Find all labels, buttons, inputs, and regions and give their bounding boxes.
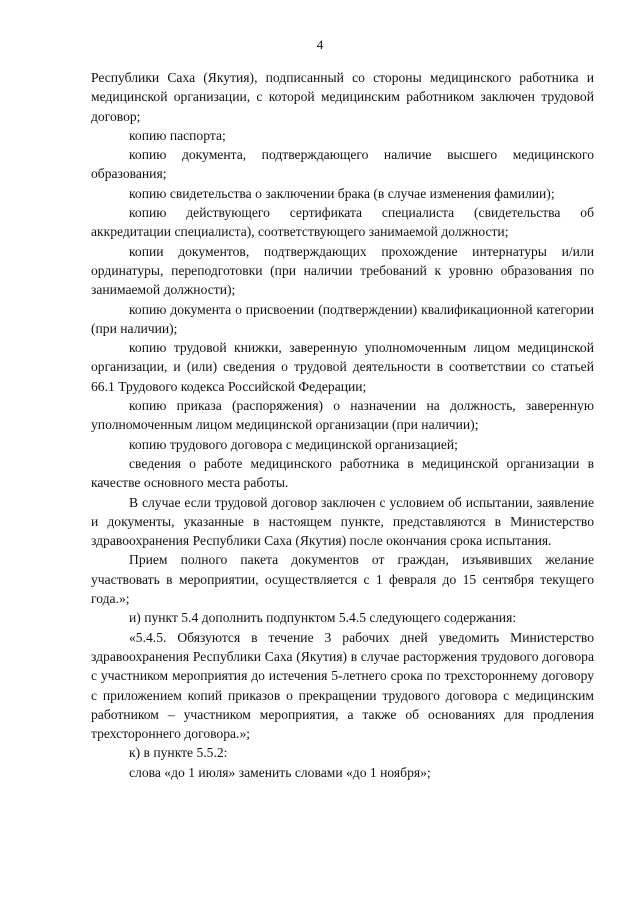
paragraph: копию трудовой книжки, заверенную уполномоченным лицом медицинской организации, и (или) сведения о трудовой деятельности в соответствии со статьей 66.1 Трудового кодекса Российской Федерации; [91,340,594,394]
paragraph: и) пункт 5.4 дополнить подпунктом 5.4.5 следующего содержания: [129,610,517,626]
document-body [91,68,594,782]
paragraph: В случае если трудовой договор заключен с условием об испытании, заявление и документы, указанные в настоящем пункте, представляются в Министерство здравоохранения Республики Саха (Якутия) после окончания срока испытания. [91,494,594,549]
page-number: 4 [316,37,324,52]
paragraph: копию приказа (распоряжения) о назначении на должность, заверенную уполномоченным лицом медицинской организации (при наличии); [91,398,594,433]
paragraph: копию трудового договора с медицинской организацией; [129,436,458,452]
paragraph: Прием полного пакета документов от граждан, изъявивших желание участвовать в мероприятии, осуществляется с 1 февраля до 15 сентября текущего года.»; [91,552,594,607]
paragraph: копию свидетельства о заключении брака (в случае изменения фамилии); [129,185,555,201]
paragraph: копию документа о присвоении (подтверждении) квалификационной категории (при наличии); [91,301,594,336]
paragraph: копии документов, подтверждающих прохождение интернатуры и/или ординатуры, переподготовки (при наличии требований к уровню образования по занимаемой должности); [91,243,594,298]
paragraph: копию действующего сертификата специалиста (свидетельства об аккредитации специалиста), соответствующего занимаемой должности; [91,205,594,240]
paragraph: слова «до 1 июля» заменить словами «до 1 ноября»; [129,764,431,780]
paragraph: сведения о работе медицинского работника в медицинской организации в качестве основного места работы. [91,455,594,491]
paragraph: копию документа, подтверждающего наличие высшего медицинского образования; [91,147,594,182]
paragraph: Республики Саха (Якутия), подписанный со стороны медицинского работника и медицинской организации, с которой медицинским работником заключен трудовой договор; [91,70,594,124]
paragraph: к) в пункте 5.5.2: [129,745,228,761]
paragraph: «5.4.5. Обязуются в течение 3 рабочих дней уведомить Министерство здравоохранения Республики Саха (Якутия) в случае расторжения трудового договора с участником мероприятия до истечения 5-летнего срока по трехстороннему договору с приложением копий приказов о прекращении трудового договора с медицинским работником – участником мероприятия, а также об основаниях для продления трехстороннего договора.»; [91,629,594,742]
paragraph: копию паспорта; [129,127,226,143]
